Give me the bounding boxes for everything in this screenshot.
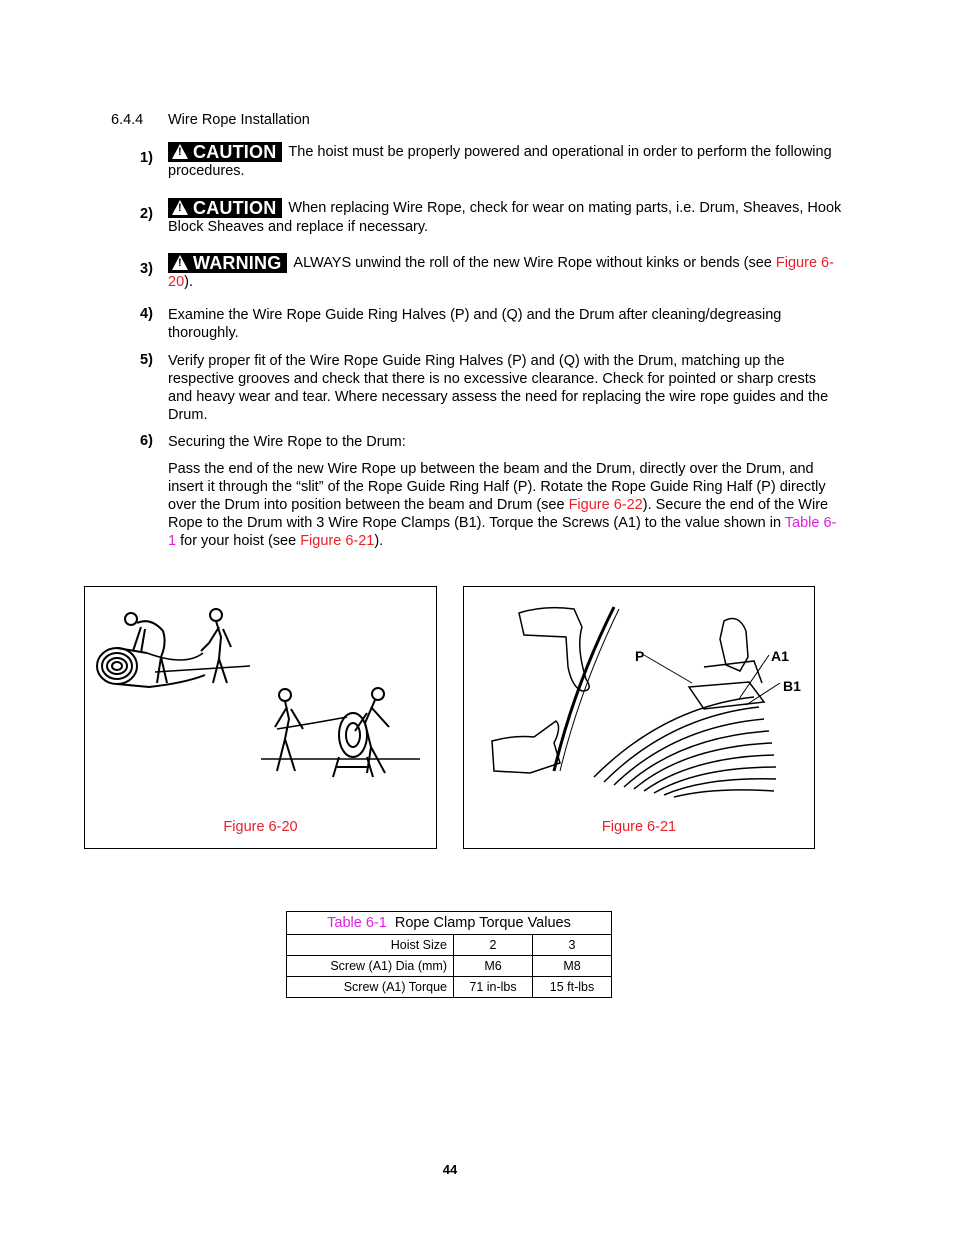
step-6-paragraph: Pass the end of the new Wire Rope up between the beam and the Drum, directly over the Drum, and insert it through the “slit” of the Rope Guide Ring Half (P). Rotate the Rope Guide Ring Half (P) directly over the Drum into position between the beam and Drum (see Figure 6-22). Secure the end of the Wire Rope to the Drum with 3 Wire Rope Clamps (B1). Torque the Screws (A1) to the value shown in Table 6-1 for your hoist (see Figure 6-21).	[168, 461, 837, 549]
step-3-text: ALWAYS unwind the roll of the new Wire Rope without kinks or bends (see	[293, 255, 776, 271]
figure-6-21-link[interactable]: Figure 6-21	[300, 533, 375, 549]
callout-b1: B1	[783, 678, 801, 694]
section-title: Wire Rope Installation	[168, 112, 310, 128]
step-6-text: Securing the Wire Rope to the Drum:	[168, 434, 406, 450]
figure-6-20	[84, 586, 437, 849]
step-4-number: 4)	[140, 306, 153, 322]
step-6-number: 6)	[140, 433, 153, 449]
warning-triangle-icon	[172, 200, 188, 215]
callout-a1: A1	[771, 648, 789, 664]
warning-triangle-icon	[172, 144, 188, 159]
section-number: 6.4.4	[111, 112, 144, 128]
step-2-text: When replacing Wire Rope, check for wear on mating parts, i.e. Drum, Sheaves, Hook Block Sheaves and replace if necessary.	[168, 200, 842, 235]
figure-6-22-link[interactable]: Figure 6-22	[568, 497, 643, 513]
step-2	[168, 198, 844, 236]
table-6-1-link[interactable]: Table 6-1	[168, 515, 837, 549]
caution-badge: ! CAUTION	[168, 198, 282, 218]
section-heading	[111, 112, 310, 128]
table-row: Screw (A1) Dia (mm) M6 M8	[287, 956, 612, 977]
step-3-number: 3)	[140, 261, 153, 277]
rope-clamp-illustration	[464, 587, 814, 848]
table-caption: Table 6-1 Rope Clamp Torque Values	[287, 912, 612, 935]
warning-triangle-icon	[172, 255, 188, 270]
step-5-number: 5)	[140, 352, 153, 368]
unwinding-rope-illustration	[85, 587, 436, 848]
step-1	[168, 142, 844, 180]
caution-badge: ! CAUTION	[168, 142, 282, 162]
figure-6-21-caption: Figure 6-21	[601, 819, 677, 835]
table-row: Screw (A1) Torque 71 in-lbs 15 ft-lbs	[287, 977, 612, 998]
table-6-1-label: Table 6-1	[327, 915, 387, 931]
callout-p: P	[635, 648, 645, 664]
step-1-number: 1)	[140, 150, 153, 166]
step-4-text: Examine the Wire Rope Guide Ring Halves (P) and (Q) and the Drum after cleaning/degreasing thoroughly.	[168, 307, 782, 341]
step-1-text: The hoist must be properly powered and operational in order to perform the following procedures.	[168, 144, 832, 179]
figure-6-20-caption: Figure 6-20	[223, 819, 298, 835]
step-2-number: 2)	[140, 206, 153, 222]
torque-table	[286, 911, 612, 998]
figure-6-21	[463, 586, 815, 849]
warning-badge: ! WARNING	[168, 253, 287, 273]
figure-6-20-link[interactable]: Figure 6-20	[168, 255, 834, 290]
table-row: Hoist Size 2 3	[287, 935, 612, 956]
step-5-text: Verify proper fit of the Wire Rope Guide Ring Halves (P) and (Q) with the Drum, matching up the respective grooves and check that there is no excessive clearance. Check for pointed or sharp crests and heavy wear and tear. Where necessary assess the need for replacing the wire rope guides and the Drum.	[168, 353, 829, 423]
step-3: ! WARNING ALWAYS unwind the roll of the new Wire Rope without kinks or bends (see Figure 6-20).	[168, 253, 844, 291]
page-number: 44	[442, 1162, 458, 1177]
